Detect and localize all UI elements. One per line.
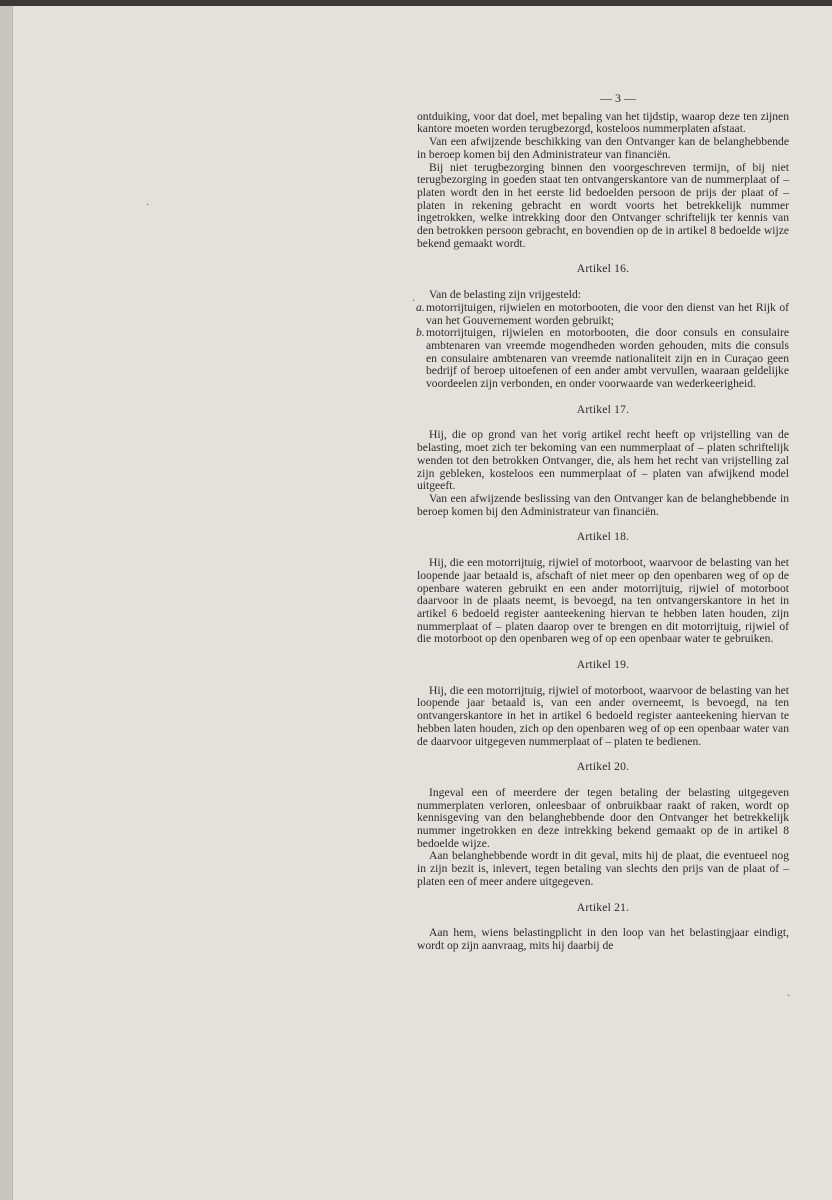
page-number: — 3 — — [600, 91, 636, 105]
paragraph: Hij, die een motorrijtuig, rijwiel of motorboot, waarvoor de belasting van het loopende jaar betaald is, afschaft of niet meer op den openbaren weg of op de openbare wateren gebruikt en een ander motorrijtuig, rijwiel of motorboot daarvoor in de plaats neemt, is bevoegd, na ten ontvangerskantore in het in artikel 6 bedoeld register aanteekening hiervan te hebben laten houden, zijn nummerplaat of – platen daarop over te brengen en dit motorrijtuig, rijwiel of die motorboot op den openbaren weg of op een openbaar water te gebruiken. — [417, 556, 789, 646]
article-21-heading: Artikel 21. — [576, 900, 630, 914]
paragraph: Aan hem, wiens belastingplicht in den loop van het belastingjaar eindigt, wordt op zijn aanvraag, mits hij daarbij de — [417, 926, 789, 952]
paragraph: Hij, die een motorrijtuig, rijwiel of motorboot, waarvoor de belasting van het loopende jaar betaald is, van een ander overneemt, is bevoegd, na ten ontvangerskantore in het in artikel 6 bedoeld register aanteekening hiervan te hebben laten houden, zich op den openbaren weg of op een openbaar water van de daarvoor uitgegeven nummerplaat of – platen te bedienen. — [417, 683, 789, 748]
paragraph: Ingeval een of meerdere der tegen betaling der belasting uitgegeven nummerplaten verloren, onleesbaar of onbruikbaar raakt of raken, wordt op kennisgeving van den belanghebbende door den Ontvanger het betrekkelijk nummer ingetrokken en deze intrekking bekend gemaakt op de in artikel 8 bedoelde wijze. — [417, 785, 789, 850]
article-19-heading: Artikel 19. — [576, 658, 630, 672]
paragraph: Hij, die op grond van het vorig artikel recht heeft op vrijstelling van de belasting, moet zich ter bekoming van een nummerplaat of – platen schriftelijk wenden tot den betrokken Ontvanger, die, als hem het recht van vrijstelling zal zijn gebleken, kosteloos een nummerplaat of – platen van afwijkend model uitgeeft. — [417, 428, 789, 493]
document-text-column — [417, 92, 789, 953]
list-item — [417, 327, 789, 391]
list-item — [417, 302, 789, 327]
article-20-heading: Artikel 20. — [576, 760, 630, 774]
scan-speck: · — [146, 200, 150, 211]
scan-speck: · — [787, 991, 791, 1002]
paragraph: Van de belasting zijn vrijgesteld: — [429, 288, 581, 302]
list-item-text: motorrijtuigen, rijwielen en motorbooten, die voor den dienst van het Rijk of van het Gouvernement worden gebruikt; — [426, 300, 789, 327]
paragraph: Van een afwijzende beslissing van den Ontvanger kan de belanghebbende in beroep komen bij den Administrateur van financiën. — [417, 491, 789, 518]
list-item-label: a. — [416, 300, 425, 314]
scan-speck: · — [412, 296, 416, 307]
paragraph: ontduiking, voor dat doel, met bepaling van het tijdstip, waarop deze ten zijnen kantore moeten worden terugbezorgd, kosteloos nummerplaten afstaat. — [417, 109, 789, 136]
paragraph: Van een afwijzende beschikking van den Ontvanger kan de belanghebbende in beroep komen bij den Administrateur van financiën. — [417, 135, 789, 161]
article-18-heading: Artikel 18. — [576, 530, 630, 544]
article-16-heading: Artikel 16. — [576, 262, 630, 276]
list-item-label: b. — [416, 326, 425, 340]
article-17-heading: Artikel 17. — [576, 402, 630, 416]
list-item-text: motorrijtuigen, rijwielen en motorbooten, die door consuls en consulaire ambtenaren van vreemde mogendheden worden gehouden, mits die consuls en consulaire ambtenaren van vreemde nationaliteit zijn en in Curaçao geen bedrijf of beroep uitoefenen of een ander ambt vervullen, waaraan geldelijke voordeelen zijn verbonden, en onder voorwaarde van wederkeerigheid. — [426, 326, 789, 391]
paragraph: Bij niet terugbezorging binnen den voorgeschreven termijn, of bij niet terugbezorging in goeden staat ten ontvangerskantore van de nummerplaat of – platen wordt den in het eerste lid bedoelden persoon de prijs der plaat of – platen in rekening gebracht en wordt voorts het betrekkelijk nummer ingetrokken, welke intrekking door den Ontvanger schriftelijk ter kennis van den betrokken persoon gebracht, en bovendien op de in artikel 8 bedoelde wijze bekend gemaakt wordt. — [417, 160, 789, 250]
paragraph: Aan belanghebbende wordt in dit geval, mits hij de plaat, die eventueel nog in zijn bezit is, inlevert, tegen betaling van slechts den prijs van de plaat of – platen een of meer andere uitgegeven. — [417, 849, 789, 888]
